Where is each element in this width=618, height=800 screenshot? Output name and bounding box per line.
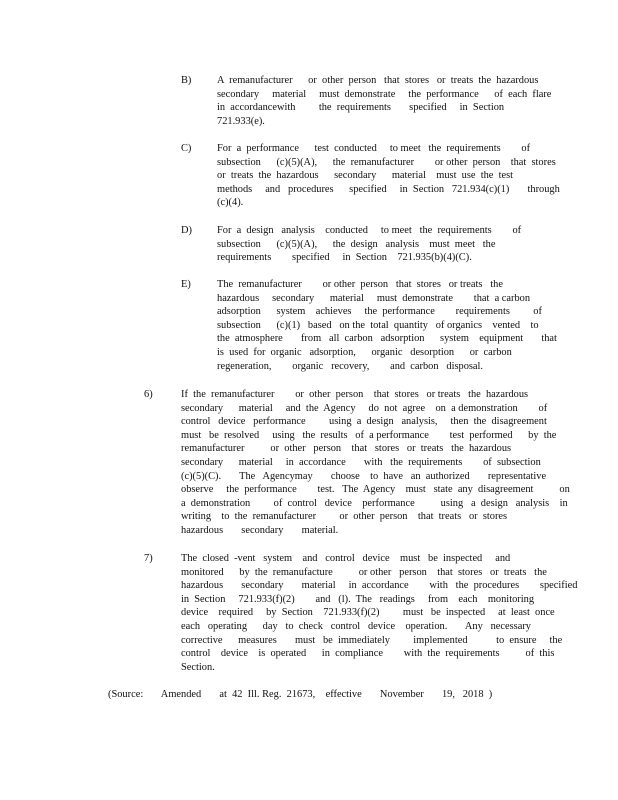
text-line: hazardous secondary material in accordance with the procedures specified — [181, 580, 578, 592]
text-line: subsection (c)(5)(A), the remanufacturer or other person that stores — [217, 156, 556, 168]
paragraph-label: E) — [181, 279, 191, 290]
text-line: must be resolved using the results of a performance test performed by the — [181, 429, 557, 441]
text-line: requirements specified in Section 721.935(b)(4)(C). — [217, 252, 472, 264]
text-line: (c)(4). — [217, 197, 244, 209]
text-line: control device performance using a design analysis, then the disagreement — [181, 416, 547, 428]
text-line: adsorption system achieves the performance requirements of — [217, 306, 542, 318]
text-line: device required by Section 721.933(f)(2) must be inspected at least once — [181, 607, 555, 619]
text-line: The closed -vent system and control device must be inspected and — [181, 553, 511, 564]
text-line: in accordancewith the requirements specified in Section — [217, 102, 505, 114]
text-line: (c)(5)(C). The Agencymay choose to have an authorized representative — [181, 470, 547, 482]
text-line: Section. — [181, 661, 215, 673]
paragraph-text — [181, 552, 578, 674]
text-line: subsection (c)(5)(A), the design analysis must meet the — [217, 238, 496, 250]
text-line: secondary material must demonstrate the performance of each flare — [217, 88, 552, 100]
text-line: writing to the remanufacturer or other person that treats or stores — [181, 511, 508, 523]
paragraph-text — [217, 142, 560, 210]
text-line: secondary material and the Agency do not agree on a demonstration of — [181, 402, 548, 414]
text-line: the atmosphere from all carbon adsorption system equipment that — [217, 333, 557, 345]
paragraph-label: B) — [181, 75, 192, 86]
text-line: hazardous secondary material must demonstrate that a carbon — [217, 292, 531, 304]
text-line: remanufacturer or other person that stores or treats the hazardous — [181, 443, 512, 455]
text-line: control device is operated in compliance with the requirements of this — [181, 648, 555, 660]
text-line: secondary material in accordance with the requirements of subsection — [181, 456, 541, 468]
text-line: subsection (c)(1) based on the total quantity of organics vented to — [217, 319, 539, 331]
text-line: The remanufacturer or other person that stores or treats the — [217, 279, 503, 290]
paragraph-label: D) — [181, 225, 192, 236]
text-line: For a performance test conducted to meet the requirements of — [217, 143, 531, 154]
text-line: regeneration, organic recovery, and carbon disposal. — [217, 360, 484, 372]
text-line: or treats the hazardous secondary material must use the test — [217, 170, 514, 182]
text-line: each operating day to check control device operation. Any necessary — [181, 620, 531, 632]
text-line: A remanufacturer or other person that stores or treats the hazardous — [217, 75, 539, 86]
text-line: 721.933(e). — [217, 115, 265, 127]
text-line: If the remanufacturer or other person that stores or treats the hazardous — [181, 389, 529, 400]
text-line: corrective measures must be immediately implemented to ensure the — [181, 634, 563, 646]
text-line: For a design analysis conducted to meet the requirements of — [217, 225, 522, 236]
paragraph-text — [217, 278, 557, 373]
source-note: (Source: Amended at 42 Ill. Reg. 21673, effective November 19, 2018 ) — [108, 689, 493, 700]
text-line: is used for organic adsorption, organic desorption or carbon — [217, 346, 512, 358]
text-line: methods and procedures specified in Section 721.934(c)(1) through — [217, 183, 560, 195]
paragraph-text — [217, 224, 539, 265]
text-line: observe the performance test. The Agency must state any disagreement on — [181, 484, 570, 496]
paragraph-label: 7) — [144, 553, 153, 564]
paragraph-label: 6) — [144, 389, 153, 400]
text-line: monitored by the remanufacture or other person that stores or treats the — [181, 566, 547, 578]
text-line: hazardous secondary material. — [181, 524, 339, 536]
paragraph-label: C) — [181, 143, 192, 154]
paragraph-text — [181, 388, 570, 538]
text-line: a demonstration of control device performance using a design analysis in — [181, 497, 568, 509]
text-line: in Section 721.933(f)(2) and (l). The readings from each monitoring — [181, 593, 535, 605]
paragraph-text — [217, 74, 552, 128]
